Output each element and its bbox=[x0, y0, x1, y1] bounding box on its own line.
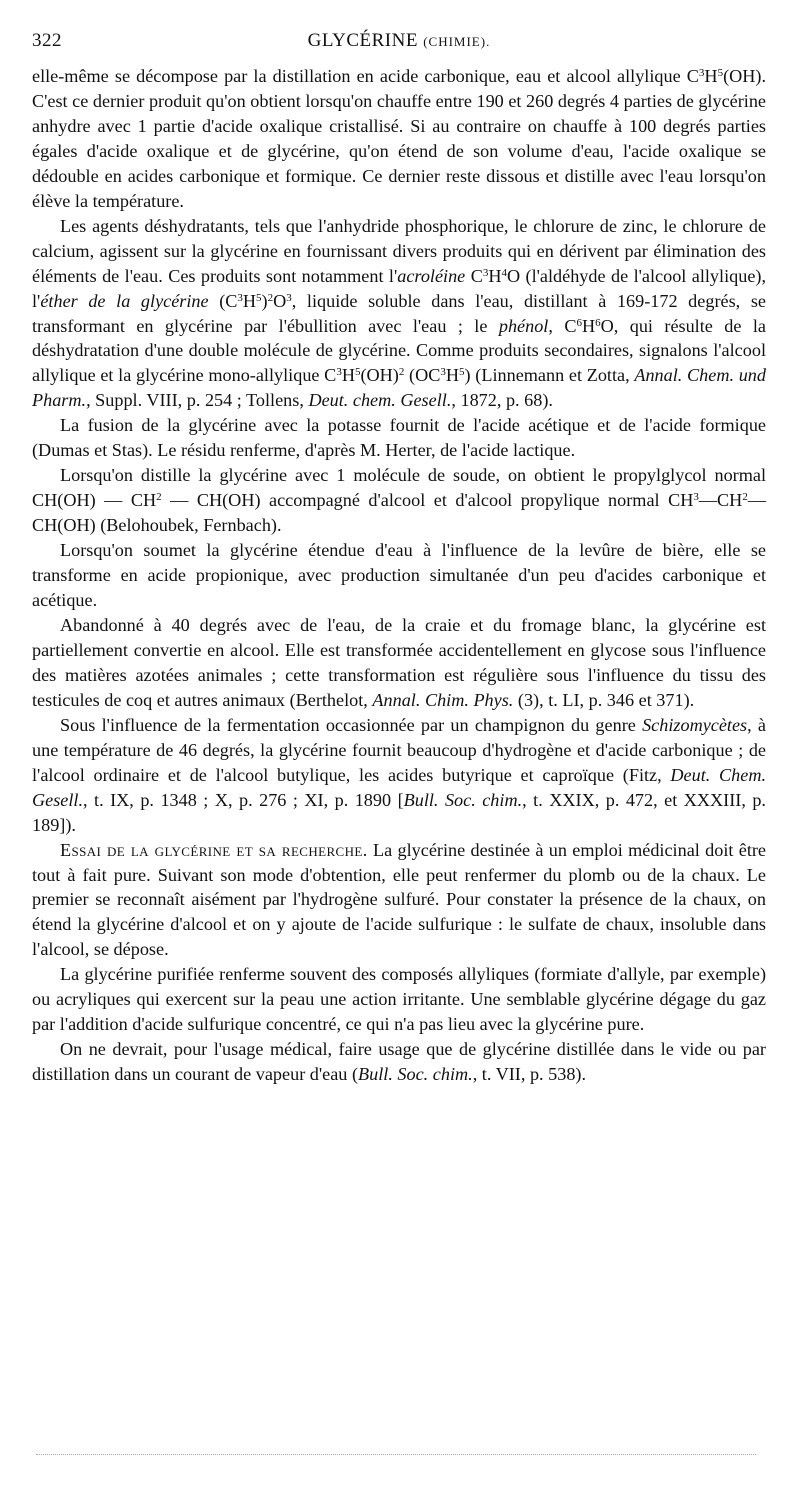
page-footer-rule bbox=[36, 1454, 756, 1456]
formula-superscript: 2 bbox=[156, 491, 162, 504]
paragraph bbox=[32, 214, 766, 414]
text-run: La fusion de la glycérine avec la potasse fournit de l'acide acétique et de l'acide formique (Dumas et Stas). Le résidu renferme, d'après M. Herter, de l'acide lactique. bbox=[32, 415, 766, 461]
running-title-section: (CHIMIE). bbox=[423, 34, 491, 49]
text-run: H bbox=[341, 365, 355, 386]
running-title bbox=[32, 30, 766, 52]
text-run: H bbox=[242, 290, 257, 311]
text-run: C bbox=[465, 265, 483, 286]
text-run: La glycérine purifiée renferme souvent des composés allyliques (formiate d'allyle, par exemple) ou acryliques qui exercent sur la peau une action irritante. Une semblable glycérine dégage du gaz par l'addition d'acide sulfurique concentré, ce qui n'a pas lieu avec la glycérine pure. bbox=[32, 964, 766, 1035]
text-run: H bbox=[445, 365, 460, 386]
italic-text: Deut. Chem. Gesell. bbox=[32, 764, 767, 810]
italic-text: Bull. Soc. chim. bbox=[358, 1064, 473, 1085]
text-run: ) bbox=[261, 290, 268, 311]
formula-superscript: 5 bbox=[459, 366, 465, 379]
text-run: H bbox=[488, 265, 502, 286]
formula-superscript: 5 bbox=[354, 366, 361, 379]
text-run: — CH(OH) accompagné d'alcool et d'alcool propylique normal CH bbox=[161, 490, 694, 511]
text-run: , Suppl. VIII, p. 254 ; Tollens, bbox=[86, 390, 309, 411]
formula-superscript: 2 bbox=[267, 291, 274, 304]
paragraph bbox=[32, 64, 766, 214]
book-page bbox=[32, 30, 766, 1087]
italic-text: Schizomycètes bbox=[642, 714, 748, 735]
text-run: On ne devrait, pour l'usage médical, faire usage que de glycérine distillée dans le vide ou par distillation dans un courant de vapeur d'eau ( bbox=[32, 1039, 766, 1085]
text-run: (OH). C'est ce dernier produit qu'on obtient lorsqu'on chauffe entre 190 et 260 degrés 4 parties de glycérine anhydre avec 1 partie d'acide oxalique cristallisé. Si au contraire on chauffe à 100 degrés parties égales d'acide oxalique et de glycérine, qu'on étend de son volume d'eau, l'acide oxalique se dédouble en acides carbonique et formique. Ce dernier reste dissous et distille avec l'eau lorsqu'on élève la température. bbox=[32, 66, 766, 211]
text-run: —CH(OH) (Belohoubek, Fernbach). bbox=[32, 490, 766, 536]
italic-text: phénol bbox=[498, 315, 549, 336]
text-run: elle-même se décompose par la distillation en acide carbonique, eau et alcool allylique C bbox=[32, 66, 699, 86]
formula-superscript: 4 bbox=[501, 266, 507, 279]
italic-text: Deut. chem. Gesell. bbox=[308, 390, 452, 411]
italic-text: Annal. Chim. Phys. bbox=[372, 689, 514, 710]
text-run: O, qui résulte de la déshydratation d'une double molécule de glycérine. Comme produits secondaires, signalons l'alcool allylique et la glycérine mono-allylique C bbox=[32, 315, 766, 386]
paragraph bbox=[32, 463, 766, 538]
text-run: (OC bbox=[404, 365, 441, 386]
page-header bbox=[32, 30, 766, 58]
formula-superscript: 6 bbox=[595, 316, 601, 329]
text-run: O (l'aldéhyde de l'alcool allylique), l' bbox=[32, 265, 766, 311]
page-body bbox=[32, 64, 766, 1087]
text-run: ) (Linnemann et Zotta, bbox=[464, 365, 635, 386]
text-run: La glycérine destinée à un emploi médicinal doit être tout à fait pure. Suivant son mode d'obtention, elle peut renfermer du plomb ou de la chaux. Le premier se reconnaît aisément par l'hydrogène sulfuré. Pour constater la présence de la chaux, on étend la glycérine d'alcool et on y ajoute de l'acide sulfurique : le sulfate de chaux, insoluble dans l'alcool, se dépose. bbox=[32, 839, 766, 960]
formula-superscript: 2 bbox=[398, 366, 405, 379]
text-run: H bbox=[704, 66, 718, 86]
section-heading: Essai de la glycérine et sa recherche. bbox=[60, 839, 368, 860]
formula-superscript: 3 bbox=[440, 366, 446, 379]
text-run: Lorsqu'on distille la glycérine avec 1 molécule de soude, on obtient le propylglycol normal CH(OH) — CH bbox=[32, 465, 766, 511]
formula-superscript: 5 bbox=[717, 67, 724, 79]
text-run: , liquide soluble dans l'eau, distillant à 169-172 degrés, se transformant en glycérine par l'ébullition avec l'eau ; le bbox=[32, 290, 766, 336]
italic-text: Bull. Soc. chim. bbox=[403, 789, 523, 810]
italic-text: éther de la glycérine bbox=[40, 290, 209, 311]
text-run: (OH) bbox=[360, 365, 399, 386]
text-run: , t. IX, p. 1348 ; X, p. 276 ; XI, p. 1890 [ bbox=[83, 789, 404, 810]
paragraph bbox=[32, 538, 766, 613]
text-run: , t. VII, p. 538). bbox=[472, 1064, 587, 1085]
formula-superscript: 6 bbox=[576, 316, 582, 329]
text-run: Lorsqu'on soumet la glycérine étendue d'eau à l'influence de la levûre de bière, elle se transforme en acide propionique, avec production simultanée d'un peu d'acides carbonique et acétique. bbox=[32, 540, 766, 611]
paragraph bbox=[32, 962, 766, 1037]
paragraph bbox=[32, 613, 766, 713]
text-run: (C bbox=[208, 290, 238, 311]
page-number: 322 bbox=[32, 30, 62, 51]
text-run: Abandonné à 40 degrés avec de l'eau, de la craie et du fromage blanc, la glycérine est partiellement convertie en alcool. Elle est transformée accidentellement en glycose sous l'influence des matières azotées animales ; cette transformation est régulière sous l'influence du tissu des testicules de coq et autres animaux (Berthelot, bbox=[32, 614, 766, 710]
formula-superscript: 3 bbox=[482, 266, 489, 279]
text-run: , C bbox=[548, 315, 577, 336]
paragraph bbox=[32, 413, 766, 463]
paragraph bbox=[32, 838, 766, 963]
paragraph bbox=[32, 1037, 766, 1087]
text-run: Sous l'influence de la fermentation occasionnée par un champignon du genre bbox=[60, 714, 643, 735]
text-run: , t. XXIX, p. 472, et XXXIII, p. 189]). bbox=[32, 789, 766, 835]
running-title-main: GLYCÉRINE bbox=[307, 30, 418, 51]
formula-superscript: 5 bbox=[256, 291, 262, 304]
text-run: , 1872, p. 68). bbox=[451, 390, 553, 411]
text-run: (3), t. LI, p. 346 et 371). bbox=[513, 689, 695, 710]
formula-superscript: 3 bbox=[286, 291, 292, 304]
text-run: O bbox=[273, 290, 287, 311]
text-run: , à une température de 46 degrés, la glycérine fournit beaucoup d'hydrogène et d'acide carbonique ; de l'alcool ordinaire et de l'alcool butylique, les acides butyrique et caproïque (Fitz, bbox=[32, 714, 766, 785]
text-run: H bbox=[581, 315, 596, 336]
italic-text: Annal. Chem. und Pharm. bbox=[32, 365, 766, 411]
text-run: —CH bbox=[698, 490, 743, 511]
formula-superscript: 3 bbox=[693, 491, 699, 504]
formula-superscript: 3 bbox=[698, 67, 705, 79]
formula-superscript: 3 bbox=[336, 366, 342, 379]
text-run: Les agents déshydratants, tels que l'anhydride phosphorique, le chlorure de zinc, le chlorure de calcium, agissent sur la glycérine en fournissant divers produits qui en dérivent par élimination des éléments de l'eau. Ces produits sont notamment l' bbox=[32, 215, 766, 286]
formula-superscript: 3 bbox=[237, 291, 243, 304]
formula-superscript: 2 bbox=[742, 491, 748, 504]
paragraph bbox=[32, 713, 766, 838]
italic-text: acroléine bbox=[397, 265, 466, 286]
